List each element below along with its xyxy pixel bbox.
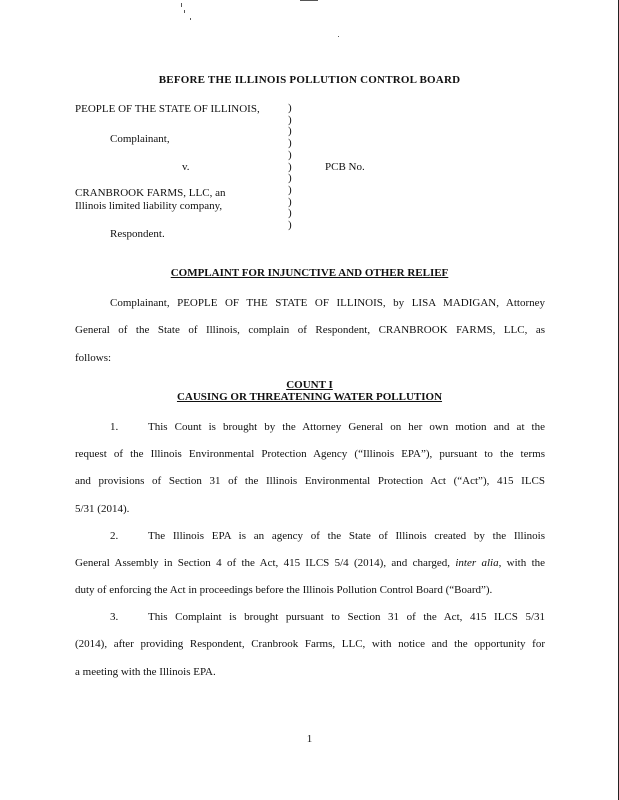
page-number: 1 [306, 733, 313, 745]
scan-speck [184, 10, 185, 13]
paragraph-1-line-3: and provisions of Section 31 of the Illinois Environmental Protection Act (“Act”), 415 ILCS [75, 475, 545, 487]
respondent-label: Respondent. [110, 228, 165, 240]
paragraph-text: This Complaint is brought pursuant to Section 31 of the Act, 415 ILCS 5/31 [148, 611, 545, 623]
case-number-label: PCB No. [325, 161, 365, 173]
paragraph-1-line-4: 5/31 (2014). [75, 503, 130, 515]
scan-speck [181, 3, 182, 7]
paragraph-2-line-3: duty of enforcing the Act in proceedings before the Illinois Pollution Control Board (“Board”). [75, 584, 493, 596]
versus-label: v. [182, 161, 190, 173]
paragraph-3-line-2: (2014), after providing Respondent, Cranbrook Farms, LLC, with notice and the opportunity for [75, 638, 545, 650]
intro-line-1: Complainant, PEOPLE OF THE STATE OF ILLINOIS, by LISA MADIGAN, Attorney [110, 297, 545, 309]
defendant-line-1: CRANBROOK FARMS, LLC, an [75, 187, 226, 199]
paragraph-number: 2. [110, 530, 119, 542]
paragraph-text: , with the [498, 557, 546, 569]
scan-speck [190, 18, 191, 20]
paragraph-number: 3. [110, 611, 119, 623]
count-title: COUNT I [286, 379, 333, 391]
count-subtitle: CAUSING OR THREATENING WATER POLLUTION [176, 391, 443, 403]
caption-parentheses: ) ) ) ) ) ) ) ) ) ) ) [288, 102, 292, 232]
intro-line-2: General of the State of Illinois, complain of Respondent, CRANBROOK FARMS, LLC, as [75, 324, 545, 336]
paragraph-3-line-3: a meeting with the Illinois EPA. [75, 666, 216, 678]
paragraph-number: 1. [110, 421, 119, 433]
paragraph-2-first-line [110, 530, 545, 542]
defendant-line-2: Illinois limited liability company, [75, 200, 223, 212]
complainant-label: Complainant, [110, 133, 170, 145]
paragraph-2-line-2 [75, 557, 545, 569]
paragraph-1-first-line [110, 421, 545, 433]
intro-line-3: follows: [75, 352, 112, 364]
board-title: BEFORE THE ILLINOIS POLLUTION CONTROL BOARD [158, 74, 461, 86]
scan-speck [300, 0, 318, 1]
paragraph-text: The Illinois EPA is an agency of the State of Illinois created by the Illinois [148, 530, 545, 542]
plaintiff-name: PEOPLE OF THE STATE OF ILLINOIS, [75, 103, 260, 115]
paragraph-3-first-line [110, 611, 545, 623]
paragraph-text: This Count is brought by the Attorney General on her own motion and at the [148, 421, 545, 433]
complaint-heading: COMPLAINT FOR INJUNCTIVE AND OTHER RELIEF [170, 267, 449, 279]
paragraph-italic-text: inter alia [455, 557, 499, 569]
paragraph-text: General Assembly in Section 4 of the Act, 415 ILCS 5/4 (2014), and charged, [75, 557, 456, 569]
scan-speck [338, 36, 339, 37]
paragraph-1-line-2: request of the Illinois Environmental Protection Agency (“Illinois EPA”), pursuant to the terms [75, 448, 545, 460]
